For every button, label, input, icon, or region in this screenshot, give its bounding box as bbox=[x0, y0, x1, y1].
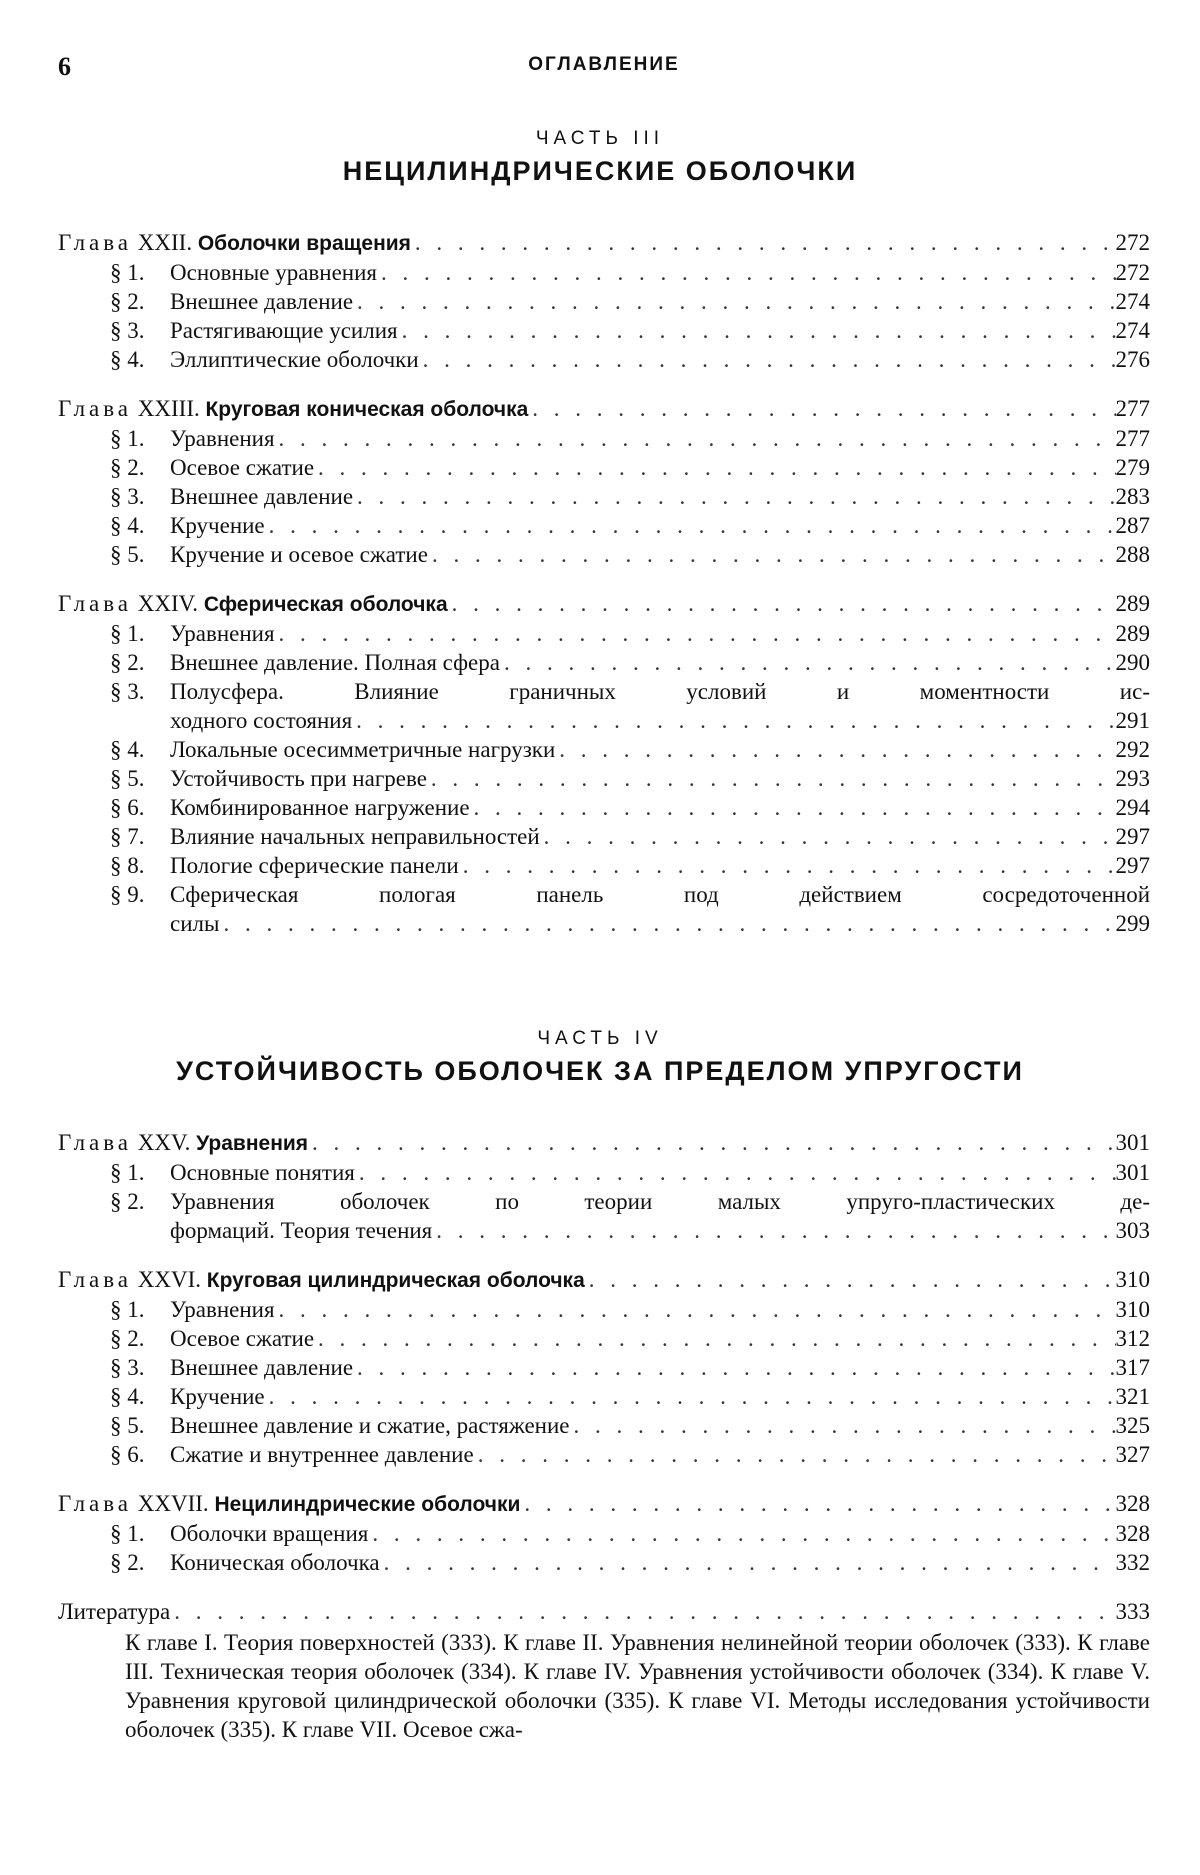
dot-leader bbox=[308, 1128, 1115, 1157]
section-title: Внешнее давление и сжатие, растяжение bbox=[170, 1413, 570, 1438]
part4-toc bbox=[58, 1128, 1150, 1744]
page-ref: 272 bbox=[1115, 260, 1150, 285]
section-mark: § 3. bbox=[110, 1355, 145, 1380]
section-mark: § 3. bbox=[110, 318, 145, 343]
section-mark: § 6. bbox=[110, 795, 145, 820]
part4-title: УСТОЙЧИВОСТЬ ОБОЛОЧЕК ЗА ПРЕДЕЛОМ УПРУГОСТИ bbox=[176, 1056, 1024, 1086]
page-ref: 303 bbox=[1115, 1218, 1150, 1243]
section-row-multiline[interactable] bbox=[58, 677, 1150, 735]
dot-leader bbox=[265, 1382, 1116, 1411]
chapter-title: Сферическая оболочка bbox=[203, 593, 448, 616]
running-head bbox=[58, 52, 1150, 88]
chapter-row[interactable] bbox=[58, 1265, 1150, 1295]
page-ref: 332 bbox=[1115, 1550, 1150, 1575]
page-ref: 310 bbox=[1115, 1297, 1150, 1322]
dot-leader bbox=[314, 1324, 1115, 1353]
section-title: Уравнения bbox=[170, 621, 275, 646]
section-title: Эллиптические оболочки bbox=[170, 347, 419, 372]
dot-leader bbox=[219, 909, 1115, 938]
page-ref: 297 bbox=[1115, 824, 1150, 849]
dot-leader bbox=[419, 345, 1116, 374]
section-title: Осевое сжатие bbox=[170, 1326, 315, 1351]
section-title: Растягивающие усилия bbox=[170, 318, 398, 343]
section-title: Уравнения bbox=[170, 1297, 275, 1322]
dot-leader bbox=[352, 706, 1115, 735]
page-ref: 297 bbox=[1115, 853, 1150, 878]
chapter-27 bbox=[58, 1489, 1150, 1577]
section-row[interactable] bbox=[58, 793, 1150, 822]
page-ref: 292 bbox=[1115, 737, 1150, 762]
page-ref: 299 bbox=[1115, 911, 1150, 936]
dot-leader bbox=[500, 648, 1116, 677]
dot-leader bbox=[585, 1265, 1116, 1294]
section-mark: § 1. bbox=[110, 1521, 145, 1546]
dot-leader bbox=[448, 589, 1116, 618]
part4-heading bbox=[0, 1028, 1200, 1087]
section-row[interactable] bbox=[58, 453, 1150, 482]
page-ref: 277 bbox=[1115, 396, 1150, 421]
section-row[interactable] bbox=[58, 424, 1150, 453]
section-mark: § 7. bbox=[110, 824, 145, 849]
dot-leader bbox=[427, 764, 1116, 793]
chapter-number: XXIII. bbox=[137, 396, 200, 421]
chapter-row[interactable] bbox=[58, 228, 1150, 258]
part3-heading bbox=[0, 128, 1200, 187]
page-ref: 327 bbox=[1115, 1442, 1150, 1467]
section-row[interactable] bbox=[58, 1295, 1150, 1324]
section-title: Сжатие и внутреннее давление bbox=[170, 1442, 474, 1467]
part3-title: НЕЦИЛИНДРИЧЕСКИЕ ОБОЛОЧКИ bbox=[342, 156, 858, 186]
section-title: Коническая оболочка bbox=[170, 1550, 380, 1575]
page-ref: 289 bbox=[1115, 621, 1150, 646]
section-title-cont: силы bbox=[170, 911, 220, 936]
page-ref: 317 bbox=[1115, 1355, 1150, 1380]
dot-leader bbox=[353, 287, 1115, 316]
page-ref: 333 bbox=[1115, 1599, 1150, 1624]
section-title: Внешнее давление bbox=[170, 1355, 354, 1380]
dot-leader bbox=[275, 424, 1116, 453]
chapter-prefix: Глава bbox=[58, 230, 133, 255]
section-row[interactable] bbox=[58, 1158, 1150, 1187]
chapter-prefix: Глава bbox=[58, 396, 133, 421]
section-row[interactable] bbox=[58, 1519, 1150, 1548]
page-ref: 272 bbox=[1115, 230, 1150, 255]
section-title: Осевое сжатие bbox=[170, 455, 315, 480]
section-title: Локальные осесимметричные нагрузки bbox=[170, 737, 556, 762]
chapter-26 bbox=[58, 1265, 1150, 1469]
section-title: Полусфера. Влияние граничных условий и моментности ис- bbox=[170, 679, 1150, 704]
dot-leader bbox=[380, 1548, 1116, 1577]
section-title: Основные уравнения bbox=[170, 260, 377, 285]
chapter-prefix: Глава bbox=[58, 1491, 133, 1516]
section-row[interactable] bbox=[58, 511, 1150, 540]
section-row[interactable] bbox=[58, 822, 1150, 851]
section-mark: § 1. bbox=[110, 426, 145, 451]
section-mark: § 2. bbox=[110, 650, 145, 675]
dot-leader bbox=[520, 1489, 1115, 1518]
dot-leader bbox=[569, 1411, 1115, 1440]
section-mark: § 1. bbox=[110, 1297, 145, 1322]
page-number: 6 bbox=[58, 52, 71, 81]
part3-toc bbox=[58, 228, 1150, 938]
section-mark: § 2. bbox=[110, 1326, 145, 1351]
section-mark: § 1. bbox=[110, 260, 145, 285]
section-mark: § 1. bbox=[110, 621, 145, 646]
dot-leader bbox=[528, 394, 1115, 423]
page-ref: 328 bbox=[1115, 1521, 1150, 1546]
section-title: Кручение bbox=[170, 513, 265, 538]
dot-leader bbox=[314, 453, 1115, 482]
chapter-title: Нецилиндрические оболочки bbox=[214, 1493, 521, 1516]
section-row[interactable] bbox=[58, 1324, 1150, 1353]
section-title: Оболочки вращения bbox=[170, 1521, 369, 1546]
dot-leader bbox=[474, 1440, 1116, 1469]
section-mark: § 4. bbox=[110, 513, 145, 538]
dot-leader bbox=[265, 511, 1116, 540]
dot-leader bbox=[377, 258, 1116, 287]
section-row[interactable] bbox=[58, 735, 1150, 764]
section-row[interactable] bbox=[58, 258, 1150, 287]
section-title: Уравнения оболочек по теории малых упруго-пластических де- bbox=[170, 1189, 1150, 1214]
section-title: Влияние начальных неправильностей bbox=[170, 824, 540, 849]
dot-leader bbox=[470, 793, 1116, 822]
section-row-multiline[interactable] bbox=[58, 1187, 1150, 1245]
chapter-title: Круговая цилиндрическая оболочка bbox=[206, 1269, 585, 1292]
page-ref: 276 bbox=[1115, 347, 1150, 372]
section-row[interactable] bbox=[58, 1382, 1150, 1411]
section-mark: § 5. bbox=[110, 766, 145, 791]
dot-leader bbox=[428, 540, 1116, 569]
section-row[interactable] bbox=[58, 1353, 1150, 1382]
page-ref: 290 bbox=[1115, 650, 1150, 675]
dot-leader bbox=[170, 1597, 1115, 1626]
chapter-25 bbox=[58, 1128, 1150, 1245]
dot-leader bbox=[540, 822, 1116, 851]
chapter-22 bbox=[58, 228, 1150, 374]
page-ref: 328 bbox=[1115, 1491, 1150, 1516]
page-ref: 301 bbox=[1115, 1160, 1150, 1185]
chapter-number: XXVI. bbox=[137, 1267, 202, 1292]
page-ref: 279 bbox=[1115, 455, 1150, 480]
page-ref: 294 bbox=[1115, 795, 1150, 820]
dot-leader bbox=[353, 1353, 1115, 1382]
page-ref: 301 bbox=[1115, 1130, 1150, 1155]
section-mark: § 5. bbox=[110, 1413, 145, 1438]
section-title: Комбинированное нагружение bbox=[170, 795, 470, 820]
section-title-cont: формаций. Теория течения bbox=[170, 1218, 433, 1243]
page-ref: 312 bbox=[1115, 1326, 1150, 1351]
page-ref: 321 bbox=[1115, 1384, 1150, 1409]
page-ref: 289 bbox=[1115, 591, 1150, 616]
part3-label: ЧАСТЬ III bbox=[535, 128, 665, 149]
section-row[interactable] bbox=[58, 482, 1150, 511]
page-ref: 274 bbox=[1115, 318, 1150, 343]
page-ref: 274 bbox=[1115, 289, 1150, 314]
section-mark: § 3. bbox=[110, 484, 145, 509]
section-title: Уравнения bbox=[170, 426, 275, 451]
chapter-title: Оболочки вращения bbox=[197, 232, 411, 255]
section-title: Внешнее давление. Полная сфера bbox=[170, 650, 500, 675]
section-row[interactable] bbox=[58, 1548, 1150, 1577]
chapter-number: XXVII. bbox=[137, 1491, 209, 1516]
dot-leader bbox=[355, 1158, 1116, 1187]
section-row[interactable] bbox=[58, 764, 1150, 793]
section-mark: § 2. bbox=[110, 289, 145, 314]
dot-leader bbox=[353, 482, 1115, 511]
section-mark: § 4. bbox=[110, 1384, 145, 1409]
page-ref: 283 bbox=[1115, 484, 1150, 509]
section-title: Пологие сферические панели bbox=[170, 853, 459, 878]
section-mark: § 8. bbox=[110, 853, 145, 878]
section-row[interactable] bbox=[58, 851, 1150, 880]
section-title: Устойчивость при нагреве bbox=[170, 766, 427, 791]
literature bbox=[58, 1597, 1150, 1744]
chapter-prefix: Глава bbox=[58, 1267, 133, 1292]
section-mark: § 2. bbox=[110, 1550, 145, 1575]
section-title: Внешнее давление bbox=[170, 289, 354, 314]
section-row[interactable] bbox=[58, 1440, 1150, 1469]
section-mark: § 2. bbox=[110, 455, 145, 480]
section-mark: § 4. bbox=[110, 737, 145, 762]
section-row[interactable] bbox=[58, 316, 1150, 345]
page-ref: 287 bbox=[1115, 513, 1150, 538]
section-row[interactable] bbox=[58, 345, 1150, 374]
section-title-cont: ходного состояния bbox=[170, 708, 353, 733]
dot-leader bbox=[275, 619, 1116, 648]
page-ref: 293 bbox=[1115, 766, 1150, 791]
page-ref: 288 bbox=[1115, 542, 1150, 567]
section-title: Сферическая пологая панель под действием сосредоточенной bbox=[170, 882, 1150, 907]
chapter-number: XXII. bbox=[137, 230, 193, 255]
literature-row[interactable] bbox=[58, 1597, 1150, 1626]
chapter-row[interactable] bbox=[58, 1128, 1150, 1158]
page-ref: 291 bbox=[1115, 708, 1150, 733]
dot-leader bbox=[432, 1216, 1115, 1245]
running-title: ОГЛАВЛЕНИЕ bbox=[528, 54, 680, 75]
section-mark: § 6. bbox=[110, 1442, 145, 1467]
chapter-prefix: Глава bbox=[58, 591, 133, 616]
section-row[interactable] bbox=[58, 619, 1150, 648]
section-title: Основные понятия bbox=[170, 1160, 355, 1185]
dot-leader bbox=[275, 1295, 1116, 1324]
literature-text: К главе I. Теория поверхностей (333). К главе II. Уравнения нелинейной теории оболочек (333). К главе III. Техническая теория оболочек (334). К главе IV. Уравнения устойчивости оболочек (334). К главе V. Уравнения круговой цилиндрической оболочки (335). К главе VI. Методы исследования устойчивости оболочек (335). К главе VII. Осевое сжа- bbox=[125, 1630, 1150, 1742]
section-mark: § 9. bbox=[110, 882, 145, 907]
chapter-23 bbox=[58, 394, 1150, 569]
chapter-number: XXIV. bbox=[137, 591, 199, 616]
page-ref: 277 bbox=[1115, 426, 1150, 451]
section-row-multiline[interactable] bbox=[58, 880, 1150, 938]
section-title: Кручение и осевое сжатие bbox=[170, 542, 428, 567]
section-title: Внешнее давление bbox=[170, 484, 354, 509]
section-mark: § 4. bbox=[110, 347, 145, 372]
section-mark: § 1. bbox=[110, 1160, 145, 1185]
chapter-title: Круговая коническая оболочка bbox=[205, 398, 529, 421]
chapter-prefix: Глава bbox=[58, 1130, 133, 1155]
chapter-title: Уравнения bbox=[196, 1132, 309, 1155]
dot-leader bbox=[555, 735, 1115, 764]
section-row[interactable] bbox=[58, 540, 1150, 569]
section-mark: § 5. bbox=[110, 542, 145, 567]
dot-leader bbox=[459, 851, 1116, 880]
page-ref: 325 bbox=[1115, 1413, 1150, 1438]
dot-leader bbox=[368, 1519, 1115, 1548]
dot-leader bbox=[411, 228, 1116, 257]
chapter-24 bbox=[58, 589, 1150, 938]
section-row[interactable] bbox=[58, 648, 1150, 677]
part4-label: ЧАСТЬ IV bbox=[537, 1028, 663, 1049]
section-mark: § 3. bbox=[110, 679, 145, 704]
chapter-row[interactable] bbox=[58, 394, 1150, 424]
chapter-number: XXV. bbox=[137, 1130, 191, 1155]
section-title: Кручение bbox=[170, 1384, 265, 1409]
chapter-row[interactable] bbox=[58, 1489, 1150, 1519]
section-row[interactable] bbox=[58, 1411, 1150, 1440]
page-ref: 310 bbox=[1115, 1267, 1150, 1292]
section-mark: § 2. bbox=[110, 1189, 145, 1214]
section-row[interactable] bbox=[58, 287, 1150, 316]
dot-leader bbox=[398, 316, 1116, 345]
literature-title: Литература bbox=[58, 1599, 171, 1624]
chapter-row[interactable] bbox=[58, 589, 1150, 619]
